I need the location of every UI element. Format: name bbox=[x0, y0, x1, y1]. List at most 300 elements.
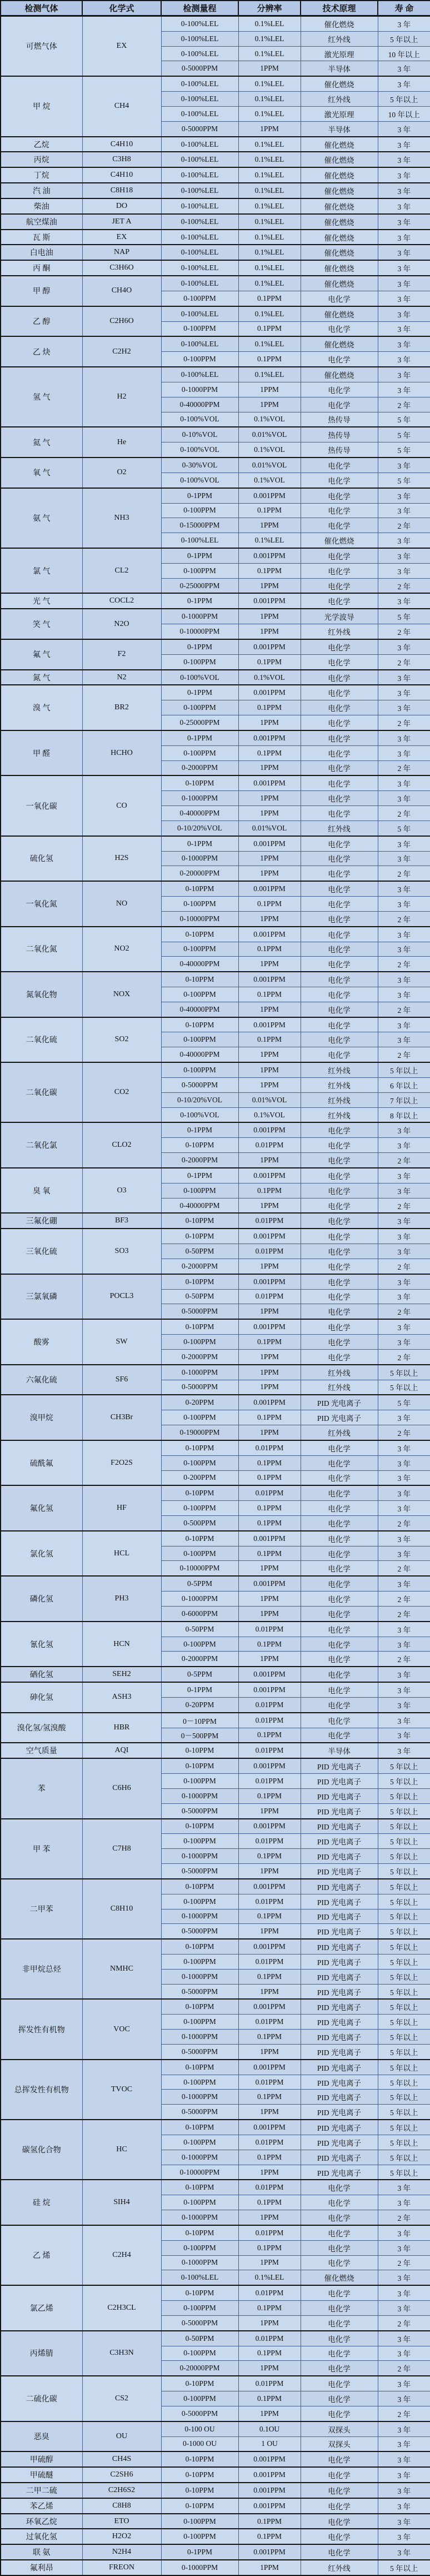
range-cell: 0-2000PPM bbox=[161, 1349, 238, 1364]
resolution-cell: 0.1%LEL bbox=[238, 16, 301, 32]
range-cell: 0-40000PPM bbox=[161, 1198, 238, 1213]
range-cell: 0-100%LEL bbox=[161, 46, 238, 61]
range-cell: 0-100PPM bbox=[161, 1834, 238, 1849]
principle-cell: 电化学 bbox=[301, 911, 378, 926]
lifespan-cell: 3 年 bbox=[378, 972, 430, 987]
principle-cell: PID 光电离子 bbox=[301, 1955, 378, 1970]
range-cell: 0-100%LEL bbox=[161, 152, 238, 167]
table-row bbox=[1, 183, 430, 198]
lifespan-cell: 5 年 bbox=[378, 473, 430, 488]
principle-cell: 电化学 bbox=[301, 2225, 378, 2240]
lifespan-cell: 3 年 bbox=[378, 2376, 430, 2391]
principle-cell: 电化学 bbox=[301, 2285, 378, 2300]
formula-cell: NO2 bbox=[82, 927, 161, 972]
lifespan-cell: 3 年 bbox=[378, 1335, 430, 1350]
gas-name-cell: 航空煤油 bbox=[1, 214, 82, 230]
range-cell: 0-1000PPM bbox=[161, 1592, 238, 1607]
table-row bbox=[1, 1365, 430, 1380]
resolution-cell: 0.1%LEL bbox=[238, 167, 301, 183]
lifespan-cell: 2 年 bbox=[378, 957, 430, 972]
principle-cell: PID 光电离子 bbox=[301, 1939, 378, 1954]
range-cell: 0-100PPM bbox=[161, 2529, 238, 2544]
table-row bbox=[1, 1819, 430, 1834]
resolution-cell: 0.1PPM bbox=[238, 1637, 301, 1652]
range-cell: 0-25000PPM bbox=[161, 715, 238, 730]
lifespan-cell: 3 年 bbox=[378, 987, 430, 1002]
resolution-cell: 0.001PPM bbox=[238, 1667, 301, 1682]
lifespan-cell: 3 年 bbox=[378, 137, 430, 152]
lifespan-cell: 8 年以上 bbox=[378, 1107, 430, 1122]
resolution-cell: 0.1PPM bbox=[238, 2301, 301, 2316]
principle-cell: 电化学 bbox=[301, 2195, 378, 2210]
table-row bbox=[1, 1213, 430, 1229]
lifespan-cell: 5 年以上 bbox=[378, 1939, 430, 1954]
resolution-cell: 1PPM bbox=[238, 1259, 301, 1274]
range-cell: 0-100PPM bbox=[161, 321, 238, 336]
gas-name-cell: 乙烷 bbox=[1, 137, 82, 152]
gas-name-cell: 氮 气 bbox=[1, 670, 82, 685]
lifespan-cell: 3 年 bbox=[378, 2240, 430, 2255]
range-cell: 0-1000PPM bbox=[161, 609, 238, 624]
resolution-cell: 0.1%VOL bbox=[238, 670, 301, 685]
lifespan-cell: 3 年 bbox=[378, 1138, 430, 1153]
resolution-cell: 0.1OU bbox=[238, 2421, 301, 2436]
principle-cell: 电化学 bbox=[301, 1455, 378, 1470]
formula-cell: HC bbox=[82, 2120, 161, 2180]
resolution-cell: 0.1%LEL bbox=[238, 76, 301, 91]
principle-cell: 电化学 bbox=[301, 2451, 378, 2467]
lifespan-cell: 3 年 bbox=[378, 1576, 430, 1591]
lifespan-cell: 3 年 bbox=[378, 457, 430, 473]
lifespan-cell: 3 年 bbox=[378, 563, 430, 578]
resolution-cell: 1PPM bbox=[238, 397, 301, 412]
range-cell: 0-100%LEL bbox=[161, 106, 238, 121]
principle-cell: PID 光电离子 bbox=[301, 1984, 378, 1999]
lifespan-cell: 3 年 bbox=[378, 1667, 430, 1682]
formula-cell: C2H6S2 bbox=[82, 2483, 161, 2498]
lifespan-cell: 3 年 bbox=[378, 1122, 430, 1137]
resolution-cell: 0.1PPM bbox=[238, 1455, 301, 1470]
formula-cell: OU bbox=[82, 2421, 161, 2452]
table-row bbox=[1, 1274, 430, 1289]
principle-cell: 电化学 bbox=[301, 730, 378, 745]
lifespan-cell: 5 年以上 bbox=[378, 2030, 430, 2045]
lifespan-cell: 3 年 bbox=[378, 1032, 430, 1047]
lifespan-cell: 3 年 bbox=[378, 503, 430, 518]
formula-cell: C2SH6 bbox=[82, 2467, 161, 2483]
principle-cell: 催化燃烧 bbox=[301, 306, 378, 321]
lifespan-cell: 3 年 bbox=[378, 198, 430, 214]
principle-cell: 催化燃烧 bbox=[301, 245, 378, 260]
resolution-cell: 1PPM bbox=[238, 1864, 301, 1879]
table-row bbox=[1, 1622, 430, 1637]
lifespan-cell: 3 年 bbox=[378, 214, 430, 230]
principle-cell: 电化学 bbox=[301, 1592, 378, 1607]
principle-cell: 电化学 bbox=[301, 1501, 378, 1516]
gas-name-cell: 二硫化碳 bbox=[1, 2376, 82, 2421]
principle-cell: 电化学 bbox=[301, 2180, 378, 2195]
lifespan-cell: 3 年 bbox=[378, 367, 430, 382]
principle-cell: 电化学 bbox=[301, 1713, 378, 1728]
range-cell: 0-5000PPM bbox=[161, 2105, 238, 2120]
range-cell: 0-100PPM bbox=[161, 291, 238, 306]
lifespan-cell: 3 年 bbox=[378, 942, 430, 957]
resolution-cell: 0.1%LEL bbox=[238, 92, 301, 107]
lifespan-cell: 3 年 bbox=[378, 548, 430, 563]
principle-cell: 电化学 bbox=[301, 670, 378, 685]
formula-cell: COCL2 bbox=[82, 593, 161, 609]
lifespan-cell: 3 年 bbox=[378, 1410, 430, 1425]
lifespan-cell: 7 年以上 bbox=[378, 1092, 430, 1107]
table-row bbox=[1, 1758, 430, 1773]
table-row bbox=[1, 1713, 430, 1728]
lifespan-cell: 3 年 bbox=[378, 1289, 430, 1304]
range-cell: 0-100PPM bbox=[161, 897, 238, 912]
resolution-cell: 0.1%LEL bbox=[238, 230, 301, 245]
resolution-cell: 0.1%LEL bbox=[238, 198, 301, 214]
range-cell: 0-10PPM bbox=[161, 2180, 238, 2195]
range-cell: 0-10PPM bbox=[161, 1319, 238, 1334]
gas-name-cell: 丙烯腈 bbox=[1, 2331, 82, 2376]
resolution-cell: 0.1%LEL bbox=[238, 31, 301, 46]
principle-cell: 电化学 bbox=[301, 473, 378, 488]
formula-cell: CO bbox=[82, 775, 161, 836]
range-cell: 0-10PPM bbox=[161, 2285, 238, 2300]
resolution-cell: 0.1PPM bbox=[238, 2514, 301, 2529]
resolution-cell: 0.001PPM bbox=[238, 1168, 301, 1183]
resolution-cell: 1PPM bbox=[238, 1380, 301, 1395]
gas-name-cell: 臭 氧 bbox=[1, 1168, 82, 1213]
formula-cell: N2H4 bbox=[82, 2544, 161, 2560]
gas-name-cell: 乙 醇 bbox=[1, 306, 82, 337]
lifespan-cell: 2 年 bbox=[378, 654, 430, 669]
resolution-cell: 0.001PPM bbox=[238, 1576, 301, 1591]
principle-cell: 激光原理 bbox=[301, 106, 378, 121]
formula-cell: C4H10 bbox=[82, 167, 161, 183]
principle-cell: 电化学 bbox=[301, 775, 378, 790]
gas-name-cell: 甲 苯 bbox=[1, 1819, 82, 1879]
range-cell: 0-10PPM bbox=[161, 1485, 238, 1500]
range-cell: 0-5000PPM bbox=[161, 1077, 238, 1092]
range-cell: 0-100%LEL bbox=[161, 31, 238, 46]
principle-cell: 光学波导 bbox=[301, 609, 378, 624]
range-cell: 0-5000PPM bbox=[161, 2406, 238, 2421]
formula-cell: SO3 bbox=[82, 1229, 161, 1274]
principle-cell: PID 光电离子 bbox=[301, 2075, 378, 2090]
resolution-cell: 0.1%LEL bbox=[238, 183, 301, 198]
range-cell: 0-1PPM bbox=[161, 488, 238, 503]
principle-cell: 红外线 bbox=[301, 92, 378, 107]
lifespan-cell: 3 年 bbox=[378, 382, 430, 397]
table-row bbox=[1, 2225, 430, 2240]
principle-cell: PID 光电离子 bbox=[301, 1879, 378, 1894]
range-cell: 0-100%LEL bbox=[161, 137, 238, 152]
gas-name-cell: 丁烷 bbox=[1, 167, 82, 183]
formula-cell: H2O2 bbox=[82, 2529, 161, 2544]
principle-cell: 电化学 bbox=[301, 548, 378, 563]
lifespan-cell: 5 年以上 bbox=[378, 1849, 430, 1864]
principle-cell: 电化学 bbox=[301, 1183, 378, 1198]
principle-cell: 催化燃烧 bbox=[301, 198, 378, 214]
table-row bbox=[1, 2483, 430, 2498]
lifespan-cell: 3 年 bbox=[378, 1319, 430, 1334]
range-cell: 0-10PPM bbox=[161, 2483, 238, 2498]
principle-cell: PID 光电离子 bbox=[301, 1410, 378, 1425]
gas-name-cell: 非甲烷总烃 bbox=[1, 1939, 82, 1999]
principle-cell: 电化学 bbox=[301, 1017, 378, 1032]
table-row bbox=[1, 1743, 430, 1758]
principle-cell: PID 光电离子 bbox=[301, 1894, 378, 1909]
principle-cell: PID 光电离子 bbox=[301, 1758, 378, 1773]
resolution-cell: 1PPM bbox=[238, 518, 301, 533]
resolution-cell: 0.01PPM bbox=[238, 2225, 301, 2240]
range-cell: 0-100%LEL bbox=[161, 92, 238, 107]
resolution-cell: 0.1%LEL bbox=[238, 533, 301, 548]
resolution-cell: 0.01%VOL bbox=[238, 820, 301, 836]
resolution-cell: 1 OU bbox=[238, 2436, 301, 2451]
lifespan-cell: 3 年 bbox=[378, 1183, 430, 1198]
principle-cell: 电化学 bbox=[301, 791, 378, 806]
lifespan-cell: 3 年 bbox=[378, 152, 430, 167]
principle-cell: 半导体 bbox=[301, 1743, 378, 1758]
resolution-cell: 0.1PPM bbox=[238, 1032, 301, 1047]
lifespan-cell: 2 年 bbox=[378, 911, 430, 926]
lifespan-cell: 3 年 bbox=[378, 897, 430, 912]
range-cell: 0-100%LEL bbox=[161, 245, 238, 260]
range-cell: 0-10PPM bbox=[161, 2060, 238, 2075]
lifespan-cell: 3 年 bbox=[378, 488, 430, 503]
lifespan-cell: 3 年 bbox=[378, 291, 430, 306]
lifespan-cell: 3 年 bbox=[378, 2514, 430, 2529]
lifespan-cell: 2 年 bbox=[378, 1606, 430, 1621]
range-cell: 0-10PPM bbox=[161, 2498, 238, 2514]
principle-cell: 电化学 bbox=[301, 715, 378, 730]
formula-cell: BR2 bbox=[82, 685, 161, 730]
lifespan-cell: 3 年 bbox=[378, 1274, 430, 1289]
resolution-cell: 0.001PPM bbox=[238, 1395, 301, 1410]
principle-cell: 电化学 bbox=[301, 563, 378, 578]
gas-name-cell: 溴 气 bbox=[1, 685, 82, 730]
gas-name-cell: 氯 气 bbox=[1, 548, 82, 593]
range-cell: 0-19000PPM bbox=[161, 1425, 238, 1440]
resolution-cell: 1PPM bbox=[238, 1803, 301, 1818]
principle-cell: 电化学 bbox=[301, 1622, 378, 1637]
resolution-cell: 0.01%VOL bbox=[238, 457, 301, 473]
gas-name-cell: 乙 炔 bbox=[1, 336, 82, 367]
range-cell: 0-6000PPM bbox=[161, 1606, 238, 1621]
table-row bbox=[1, 137, 430, 152]
formula-cell: C8H18 bbox=[82, 183, 161, 198]
principle-cell: 电化学 bbox=[301, 1440, 378, 1455]
resolution-cell: 1PPM bbox=[238, 866, 301, 881]
lifespan-cell: 2 年 bbox=[378, 1561, 430, 1576]
lifespan-cell: 5 年以上 bbox=[378, 2120, 430, 2135]
range-cell: 0-10PPM bbox=[161, 1138, 238, 1153]
principle-cell: 电化学 bbox=[301, 2391, 378, 2406]
formula-cell: F2 bbox=[82, 639, 161, 670]
lifespan-cell: 6 年以上 bbox=[378, 1077, 430, 1092]
principle-cell: 热传导 bbox=[301, 427, 378, 442]
gas-name-cell: 硒化氢 bbox=[1, 1667, 82, 1682]
formula-cell: ETO bbox=[82, 2514, 161, 2529]
principle-cell: PID 光电离子 bbox=[301, 2015, 378, 2030]
range-cell: 0-100PPM bbox=[161, 2015, 238, 2030]
range-cell: 0-5000PPM bbox=[161, 61, 238, 76]
resolution-cell: 0.001PPM bbox=[238, 1758, 301, 1773]
lifespan-cell: 3 年 bbox=[378, 1682, 430, 1697]
resolution-cell: 1PPM bbox=[238, 791, 301, 806]
principle-cell: 电化学 bbox=[301, 1637, 378, 1652]
principle-cell: 电化学 bbox=[301, 806, 378, 821]
resolution-cell: 0.1PPM bbox=[238, 700, 301, 715]
column-header-range: 检测量程 bbox=[161, 1, 238, 16]
column-header-gas: 检测气体 bbox=[1, 1, 82, 16]
resolution-cell: 0.001PPM bbox=[238, 1319, 301, 1334]
principle-cell: 电化学 bbox=[301, 397, 378, 412]
range-cell: 0-100PPM bbox=[161, 2075, 238, 2090]
resolution-cell: 0.01%VOL bbox=[238, 427, 301, 442]
range-cell: 0-100PPM bbox=[161, 352, 238, 367]
lifespan-cell: 5 年以上 bbox=[378, 1788, 430, 1803]
formula-cell: C8H10 bbox=[82, 1879, 161, 1939]
formula-cell: CL2 bbox=[82, 548, 161, 593]
range-cell: 0-40000PPM bbox=[161, 957, 238, 972]
table-row bbox=[1, 2421, 430, 2436]
range-cell: 0-10PPM bbox=[161, 775, 238, 790]
resolution-cell: 0.1PPM bbox=[238, 503, 301, 518]
lifespan-cell: 5 年以上 bbox=[378, 1062, 430, 1077]
principle-cell: 电化学 bbox=[301, 972, 378, 987]
range-cell: 0-100%VOL bbox=[161, 412, 238, 427]
table-row bbox=[1, 230, 430, 245]
range-cell: 0-100PPM bbox=[161, 2346, 238, 2361]
range-cell: 0-5PPM bbox=[161, 1667, 238, 1682]
gas-name-cell: 二氧化氮 bbox=[1, 927, 82, 972]
principle-cell: 电化学 bbox=[301, 1032, 378, 1047]
lifespan-cell: 3 年 bbox=[378, 321, 430, 336]
principle-cell: 电化学 bbox=[301, 1122, 378, 1137]
lifespan-cell: 5 年以上 bbox=[378, 2044, 430, 2059]
table-row bbox=[1, 2560, 430, 2575]
formula-cell: CS2 bbox=[82, 2376, 161, 2421]
range-cell: 0-5000PPM bbox=[161, 1380, 238, 1395]
lifespan-cell: 2 年 bbox=[378, 1652, 430, 1667]
principle-cell: 红外线 bbox=[301, 31, 378, 46]
lifespan-cell: 2 年 bbox=[378, 806, 430, 821]
lifespan-cell: 5 年 bbox=[378, 442, 430, 457]
table-row bbox=[1, 1395, 430, 1410]
gas-name-cell: 氰化氢 bbox=[1, 1622, 82, 1667]
table-row bbox=[1, 1682, 430, 1697]
range-cell: 0-100%LEL bbox=[161, 336, 238, 351]
range-cell: 0-40000PPM bbox=[161, 1047, 238, 1062]
lifespan-cell: 5 年以上 bbox=[378, 2105, 430, 2120]
table-row bbox=[1, 1485, 430, 1500]
lifespan-cell: 3 年 bbox=[378, 2451, 430, 2467]
table-row bbox=[1, 1531, 430, 1546]
principle-cell: 电化学 bbox=[301, 1047, 378, 1062]
formula-cell: BF3 bbox=[82, 1213, 161, 1229]
lifespan-cell: 5 年以上 bbox=[378, 1365, 430, 1380]
lifespan-cell: 2 年 bbox=[378, 1304, 430, 1319]
principle-cell: 激光原理 bbox=[301, 46, 378, 61]
resolution-cell: 0.1%LEL bbox=[238, 336, 301, 351]
formula-cell: C2H3CL bbox=[82, 2285, 161, 2330]
resolution-cell: 0.1%LEL bbox=[238, 367, 301, 382]
lifespan-cell: 2 年 bbox=[378, 1198, 430, 1213]
table-row bbox=[1, 457, 430, 473]
table-row bbox=[1, 2331, 430, 2346]
gas-name-cell: 硫酰氟 bbox=[1, 1440, 82, 1485]
principle-cell: 电化学 bbox=[301, 866, 378, 881]
range-cell: 0-100PPM bbox=[161, 1335, 238, 1350]
principle-cell: 电化学 bbox=[301, 1606, 378, 1621]
resolution-cell: 1PPM bbox=[238, 1592, 301, 1607]
principle-cell: 红外线 bbox=[301, 1365, 378, 1380]
resolution-cell: 0.01PPM bbox=[238, 1485, 301, 1500]
table-row bbox=[1, 775, 430, 790]
range-cell: 0-100%VOL bbox=[161, 473, 238, 488]
table-row bbox=[1, 367, 430, 382]
principle-cell: 电化学 bbox=[301, 1259, 378, 1274]
resolution-cell: 1PPM bbox=[238, 851, 301, 866]
table-row bbox=[1, 2544, 430, 2560]
resolution-cell: 0.1%LEL bbox=[238, 245, 301, 260]
gas-name-cell: 氢 气 bbox=[1, 367, 82, 427]
gas-name-cell: 氮氧化物 bbox=[1, 972, 82, 1017]
lifespan-cell: 5 年以上 bbox=[378, 1879, 430, 1894]
lifespan-cell: 5 年以上 bbox=[378, 1955, 430, 1970]
resolution-cell: 0.1PPM bbox=[238, 1788, 301, 1803]
table-row bbox=[1, 427, 430, 442]
gas-name-cell: 丙烷 bbox=[1, 152, 82, 167]
resolution-cell: 1PPM bbox=[238, 806, 301, 821]
principle-cell: 催化燃烧 bbox=[301, 167, 378, 183]
resolution-cell: 0.1%LEL bbox=[238, 214, 301, 230]
resolution-cell: 0.1PPM bbox=[238, 2391, 301, 2406]
range-cell: 0-1PPM bbox=[161, 685, 238, 700]
gas-name-cell: 可燃气体 bbox=[1, 16, 82, 77]
resolution-cell: 0.1PPM bbox=[238, 987, 301, 1002]
principle-cell: 电化学 bbox=[301, 1335, 378, 1350]
resolution-cell: 0.1PPM bbox=[238, 2346, 301, 2361]
table-row bbox=[1, 639, 430, 654]
formula-cell: FREON bbox=[82, 2560, 161, 2575]
principle-cell: 电化学 bbox=[301, 1561, 378, 1576]
resolution-cell: 0.01PPM bbox=[238, 1955, 301, 1970]
resolution-cell: 0.1%LEL bbox=[238, 306, 301, 321]
resolution-cell: 0.1%LEL bbox=[238, 2270, 301, 2285]
range-cell: 0-10PPM bbox=[161, 1274, 238, 1289]
range-cell: 0-10PPM bbox=[161, 1440, 238, 1455]
column-header-formula: 化学式 bbox=[82, 1, 161, 16]
range-cell: 0-10PPM bbox=[161, 1531, 238, 1546]
lifespan-cell: 5 年以上 bbox=[378, 1834, 430, 1849]
principle-cell: 电化学 bbox=[301, 1652, 378, 1667]
resolution-cell: 0.001PPM bbox=[238, 2498, 301, 2514]
principle-cell: 电化学 bbox=[301, 382, 378, 397]
resolution-cell: 0.01PPM bbox=[238, 1289, 301, 1304]
formula-cell: TVOC bbox=[82, 2060, 161, 2120]
range-cell: 0-20000PPM bbox=[161, 866, 238, 881]
resolution-cell: 0.01PPM bbox=[238, 1834, 301, 1849]
principle-cell: 电化学 bbox=[301, 1244, 378, 1259]
table-row bbox=[1, 730, 430, 745]
formula-cell: C2H6O bbox=[82, 306, 161, 337]
lifespan-cell: 5 年以上 bbox=[378, 92, 430, 107]
range-cell: 0-10PPM bbox=[161, 972, 238, 987]
gas-name-cell: 二甲苯 bbox=[1, 1879, 82, 1939]
